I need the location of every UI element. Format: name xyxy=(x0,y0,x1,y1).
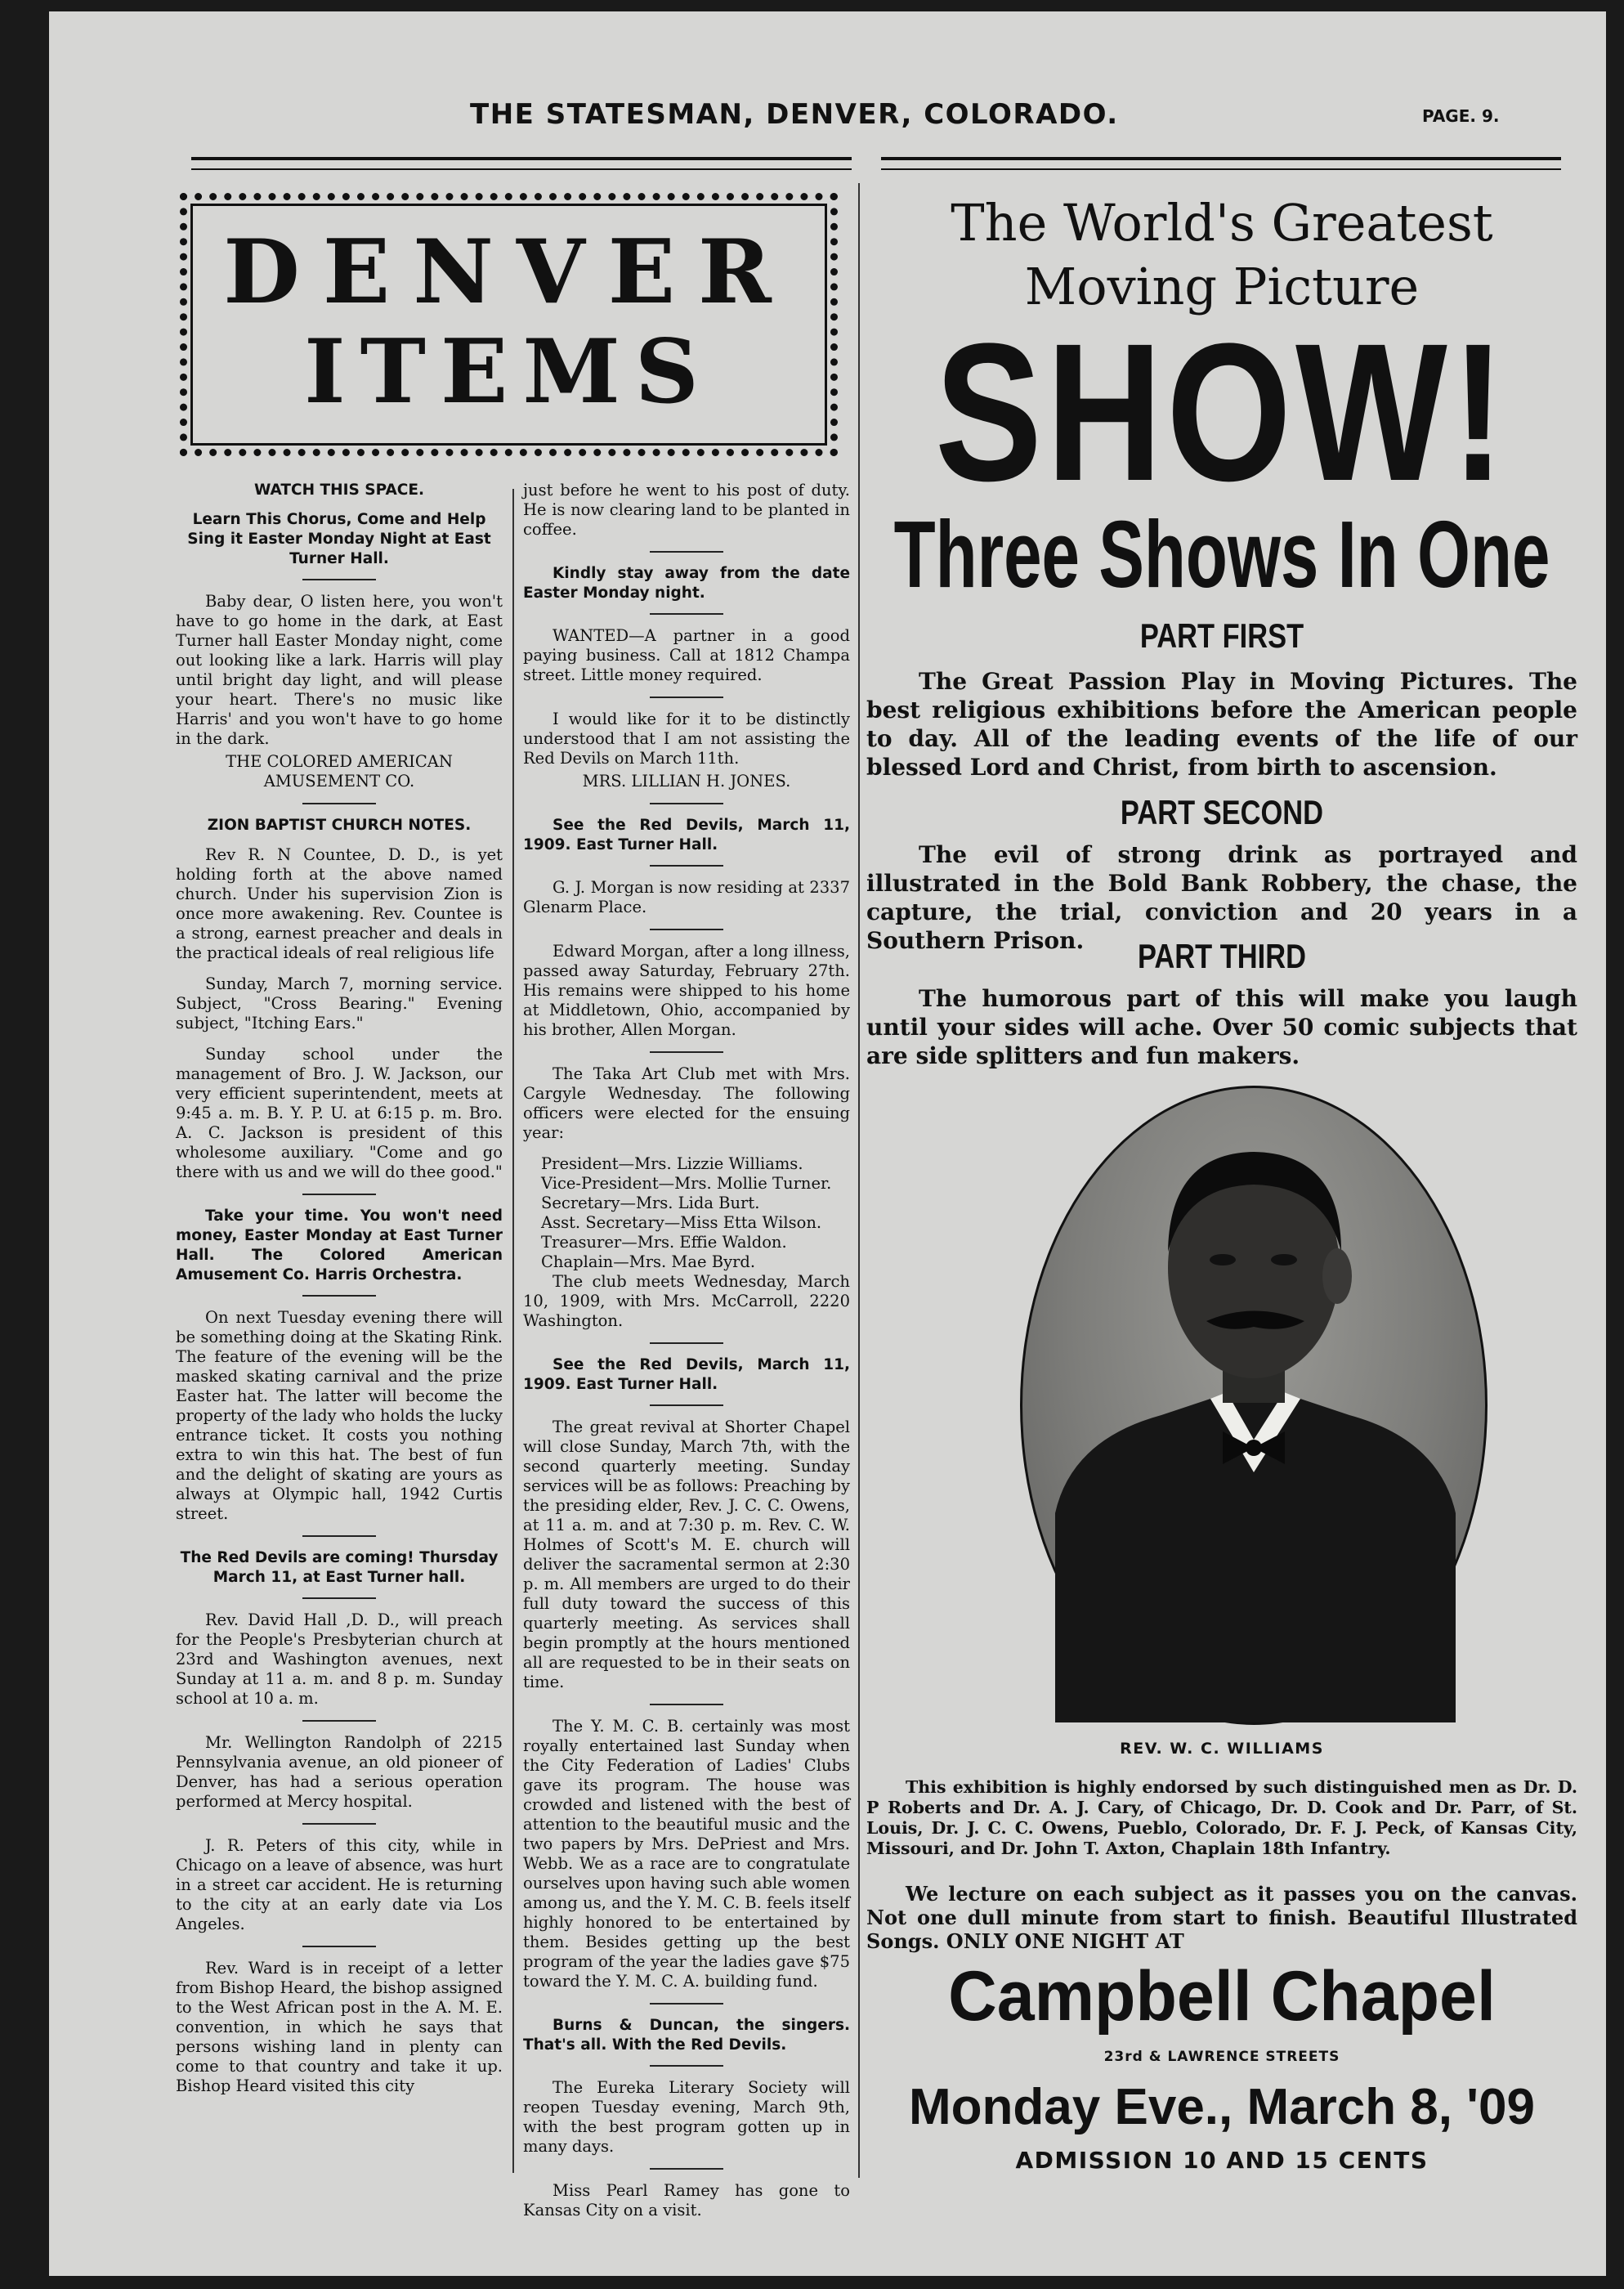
news-paragraph: The great revival at Shorter Chapel will close Sunday, March 7th, with the second quarterly meeting. Sunday services will be as follows: Preaching by the presiding elder, Rev. J. C. C. Owens, at 11 a. m. and at 7:30 p. m. Rev. C. W. Holmes of Scott's M. E. church will deliver the sacramental sermon at 2:30 p. m. All members are urged to do their full duty toward the success of this quarterly meeting. As services shall begin promptly at the hours mentioned all are requested to be in their seats on time. xyxy=(523,1418,850,1691)
news-column-1 xyxy=(176,481,503,2181)
item-signature: MRS. LILLIAN H. JONES. xyxy=(582,772,791,791)
news-paragraph: The Y. M. C. B. certainly was most royally entertained last Sunday when the City Federation of Ladies' Clubs gave its program. The house was crowded and listened with the best of attention to the beautiful music and the two papers by Mrs. DePriest and Mrs. Webb. We as a race are to congratulate ourselves upon having such able women among us, and the Y. M. C. B. feels itself highly honored to be entertained by them. Besides getting up the best program of the year the ladies gave $75 toward the Y. M. C. A. building fund. xyxy=(523,1717,850,1991)
officer-line: Treasurer—Mrs. Effie Waldon. xyxy=(541,1233,787,1252)
page-number: PAGE. 9. xyxy=(1422,106,1500,126)
news-paragraph: Rev. David Hall ,D. D., will preach for the People's Presbyterian church at 23rd and Washington avenues, next Sunday at 11 a. m. and 8 p. m. Sunday school at 10 a. m. xyxy=(176,1610,503,1708)
news-paragraph: G. J. Morgan is now residing at 2337 Glenarm Place. xyxy=(523,878,850,916)
item-signature: THE COLORED AMERICAN AMUSEMENT CO. xyxy=(226,752,453,791)
item-separator xyxy=(650,2003,723,2005)
part-third-text: The humorous part of this will make you laugh until your sides will ache. Over 50 comic subjects that are side splitters and fun makers. xyxy=(866,985,1577,1069)
venue-name: Campbell Chapel xyxy=(948,1957,1496,2036)
item-separator xyxy=(650,2168,723,2170)
news-paragraph: Edward Morgan, after a long illness, passed away Saturday, February 27th. His remains were shipped to his home at Middletown, Ohio, accompanied by his brother, Allen Morgan. xyxy=(523,942,850,1039)
item-separator xyxy=(650,1342,723,1344)
portrait-caption: REV. W. C. WILLIAMS xyxy=(1120,1740,1324,1758)
item-separator xyxy=(302,1720,376,1722)
item-separator xyxy=(302,1295,376,1297)
portrait-figure xyxy=(1022,1088,1485,1722)
item-separator xyxy=(650,551,723,553)
news-paragraph: Miss Pearl Ramey has gone to Kansas City on a visit. xyxy=(523,2181,850,2220)
lecture-text: We lecture on each subject as it passes you on the canvas. Not one dull minute from start to finish. Beautiful Illustrated Songs. ONLY ONE NIGHT AT xyxy=(866,1882,1577,1953)
column-divider-1 xyxy=(512,489,514,2173)
news-paragraph: Baby dear, O listen here, you won't have to go home in the dark, at East Turner hall Easter Monday night, come out looking like a lark. Harris will play until bright day light, and will please your heart. There's no music like Harris' and you won't have to go home in the dark. xyxy=(176,592,503,748)
officer-line: Asst. Secretary—Miss Etta Wilson. xyxy=(541,1213,822,1232)
part-second-title: PART SECOND xyxy=(1120,793,1324,831)
item-separator xyxy=(302,1535,376,1537)
ad-subhead: Three Shows In One xyxy=(893,501,1550,607)
news-paragraph: The Eureka Literary Society will reopen Tuesday evening, March 9th, with the best program gotten up in many days. xyxy=(523,2078,850,2156)
item-separator xyxy=(302,1946,376,1947)
item-separator xyxy=(302,1194,376,1195)
news-paragraph: Sunday, March 7, morning service. Subject, "Cross Bearing." Evening subject, "Itching Ears." xyxy=(176,974,503,1033)
masthead: THE STATESMAN, DENVER, COLORADO. xyxy=(470,98,1119,131)
newspaper-page xyxy=(49,11,1606,2276)
item-heading: Learn This Chorus, Come and Help Sing it Easter Monday Night at East Turner Hall. xyxy=(187,511,491,567)
item-separator xyxy=(650,613,723,615)
item-separator xyxy=(650,1051,723,1053)
item-separator xyxy=(650,1704,723,1705)
item-heading: See the Red Devils, March 11, 1909. East Turner Hall. xyxy=(523,1356,850,1393)
part-first-title: PART FIRST xyxy=(1139,616,1304,655)
header-rule-left-thin xyxy=(191,168,852,170)
news-paragraph: Rev. Ward is in receipt of a letter from Bishop Heard, the bishop assigned to the West African post in the A. M. E. convention, in which he says that persons wishing land in plenty can come to that country and take it up. Bishop Heard visited this city xyxy=(176,1959,503,2095)
item-separator xyxy=(302,1823,376,1825)
officer-line: President—Mrs. Lizzie Williams. xyxy=(541,1154,803,1173)
news-paragraph: Sunday school under the management of Bro. J. W. Jackson, our very efficient superintendent, meets at 9:45 a. m. B. Y. P. U. at 6:15 p. m. Bro. A. C. Jackson is president of this wholesome auxiliary. "Come and go there with us and we will do thee good." xyxy=(176,1045,503,1181)
news-column-2 xyxy=(523,481,850,2220)
news-paragraph: Mr. Wellington Randolph of 2215 Pennsylvania avenue, an old pioneer of Denver, has had a serious operation performed at Mercy hospital. xyxy=(176,1733,503,1811)
item-separator xyxy=(302,1597,376,1599)
header-rule-left xyxy=(191,157,852,160)
officer-line: Vice-President—Mrs. Mollie Turner. xyxy=(541,1174,832,1193)
item-separator xyxy=(650,929,723,930)
item-heading: ZION BAPTIST CHURCH NOTES. xyxy=(207,817,472,834)
item-separator xyxy=(650,865,723,867)
news-paragraph: The Taka Art Club met with Mrs. Cargyle Wednesday. The following officers were elected for the ensuing year: xyxy=(523,1064,850,1142)
officer-line: Chaplain—Mrs. Mae Byrd. xyxy=(541,1252,756,1271)
item-separator xyxy=(650,2065,723,2067)
item-heading: Take your time. You won't need money, Easter Monday at East Turner Hall. The Colored American Amusement Co. Harris Orchestra. xyxy=(176,1207,503,1283)
news-paragraph: Rev R. N Countee, D. D., is yet holding forth at the above named church. Under his supervision Zion is once more awakening. Rev. Countee is a strong, earnest preacher and deals in the practical ideals of real religious life xyxy=(176,845,503,962)
news-paragraph: just before he went to his post of duty. He is now clearing land to be planted in coffee. xyxy=(523,481,850,539)
show-date: Monday Eve., March 8, '09 xyxy=(909,2079,1535,2135)
item-heading: The Red Devils are coming! Thursday March 11, at East Turner hall. xyxy=(180,1549,499,1586)
denver-items-banner xyxy=(180,193,838,456)
news-paragraph: On next Tuesday evening there will be something doing at the Skating Rink. The feature of the evening will be the masked skating carnival and the prize Easter hat. The latter will become the property of the lady who holds the lucky entrance ticket. It costs you nothing extra to win this hat. The best of fun and the delight of skating are yours as always at Olympic hall, 1942 Curtis street. xyxy=(176,1308,503,1523)
moving-picture-advertisement xyxy=(866,183,1577,2186)
item-separator xyxy=(302,803,376,804)
item-heading: WATCH THIS SPACE. xyxy=(253,482,425,499)
part-third-title: PART THIRD xyxy=(1138,937,1306,975)
ad-headline-2: Moving Picture xyxy=(1024,257,1420,316)
item-heading: Kindly stay away from the date Easter Monday night. xyxy=(523,565,850,602)
banner-line-1: DENVER xyxy=(223,221,794,324)
admission-price: ADMISSION 10 AND 15 CENTS xyxy=(1015,2147,1429,2174)
venue-address: 23rd & LAWRENCE STREETS xyxy=(1103,2049,1340,2065)
header-rule-right-thin xyxy=(881,168,1561,170)
item-separator xyxy=(650,697,723,698)
news-paragraph: J. R. Peters of this city, while in Chicago on a leave of absence, was hurt in a street car accident. He is returning to the city at an early date via Los Angeles. xyxy=(176,1836,503,1933)
news-paragraph: I would like for it to be distinctly understood that I am not assisting the Red Devils on March 11th. xyxy=(523,710,850,768)
item-heading: See the Red Devils, March 11, 1909. East Turner Hall. xyxy=(523,817,850,853)
part-second-text: The evil of strong drink as portrayed and illustrated in the Bold Bank Robbery, the chase, the capture, the trial, conviction and 20 years in a Southern Prison. xyxy=(866,841,1577,954)
banner-line-2: ITEMS xyxy=(304,320,714,423)
item-heading: Burns & Duncan, the singers. That's all. With the Red Devils. xyxy=(523,2017,850,2054)
part-first-text: The Great Passion Play in Moving Pictures. The best religious exhibitions before the American people to day. All of the leading events of the life of our blessed Lord and Christ, from birth to ascension. xyxy=(866,668,1577,781)
portrait-photo xyxy=(1020,1086,1488,1725)
item-separator xyxy=(650,1404,723,1406)
header-rule-right xyxy=(881,157,1561,160)
officer-line: Secretary—Mrs. Lida Burt. xyxy=(541,1194,760,1212)
ad-show-title: SHOW! xyxy=(934,302,1510,522)
item-separator xyxy=(650,803,723,804)
endorsement-text: This exhibition is highly endorsed by such distinguished men as Dr. D. P Roberts and Dr. A. J. Cary, of Chicago, Dr. D. Cook and Dr. Parr, of St. Louis, Dr. J. C. C. Owens, Pueblo, Colorado, Dr. F. J. Peck, of Kansas City, Missouri, and Dr. John T. Axton, Chaplain 18th Infantry. xyxy=(866,1777,1577,1858)
news-paragraph: The club meets Wednesday, March 10, 1909, with Mrs. McCarroll, 2220 Washington. xyxy=(523,1272,850,1330)
column-divider-2 xyxy=(858,183,860,2178)
news-paragraph: WANTED—A partner in a good paying business. Call at 1812 Champa street. Little money required. xyxy=(523,626,850,684)
item-separator xyxy=(302,579,376,580)
ad-headline-1: The World's Greatest xyxy=(951,193,1493,253)
